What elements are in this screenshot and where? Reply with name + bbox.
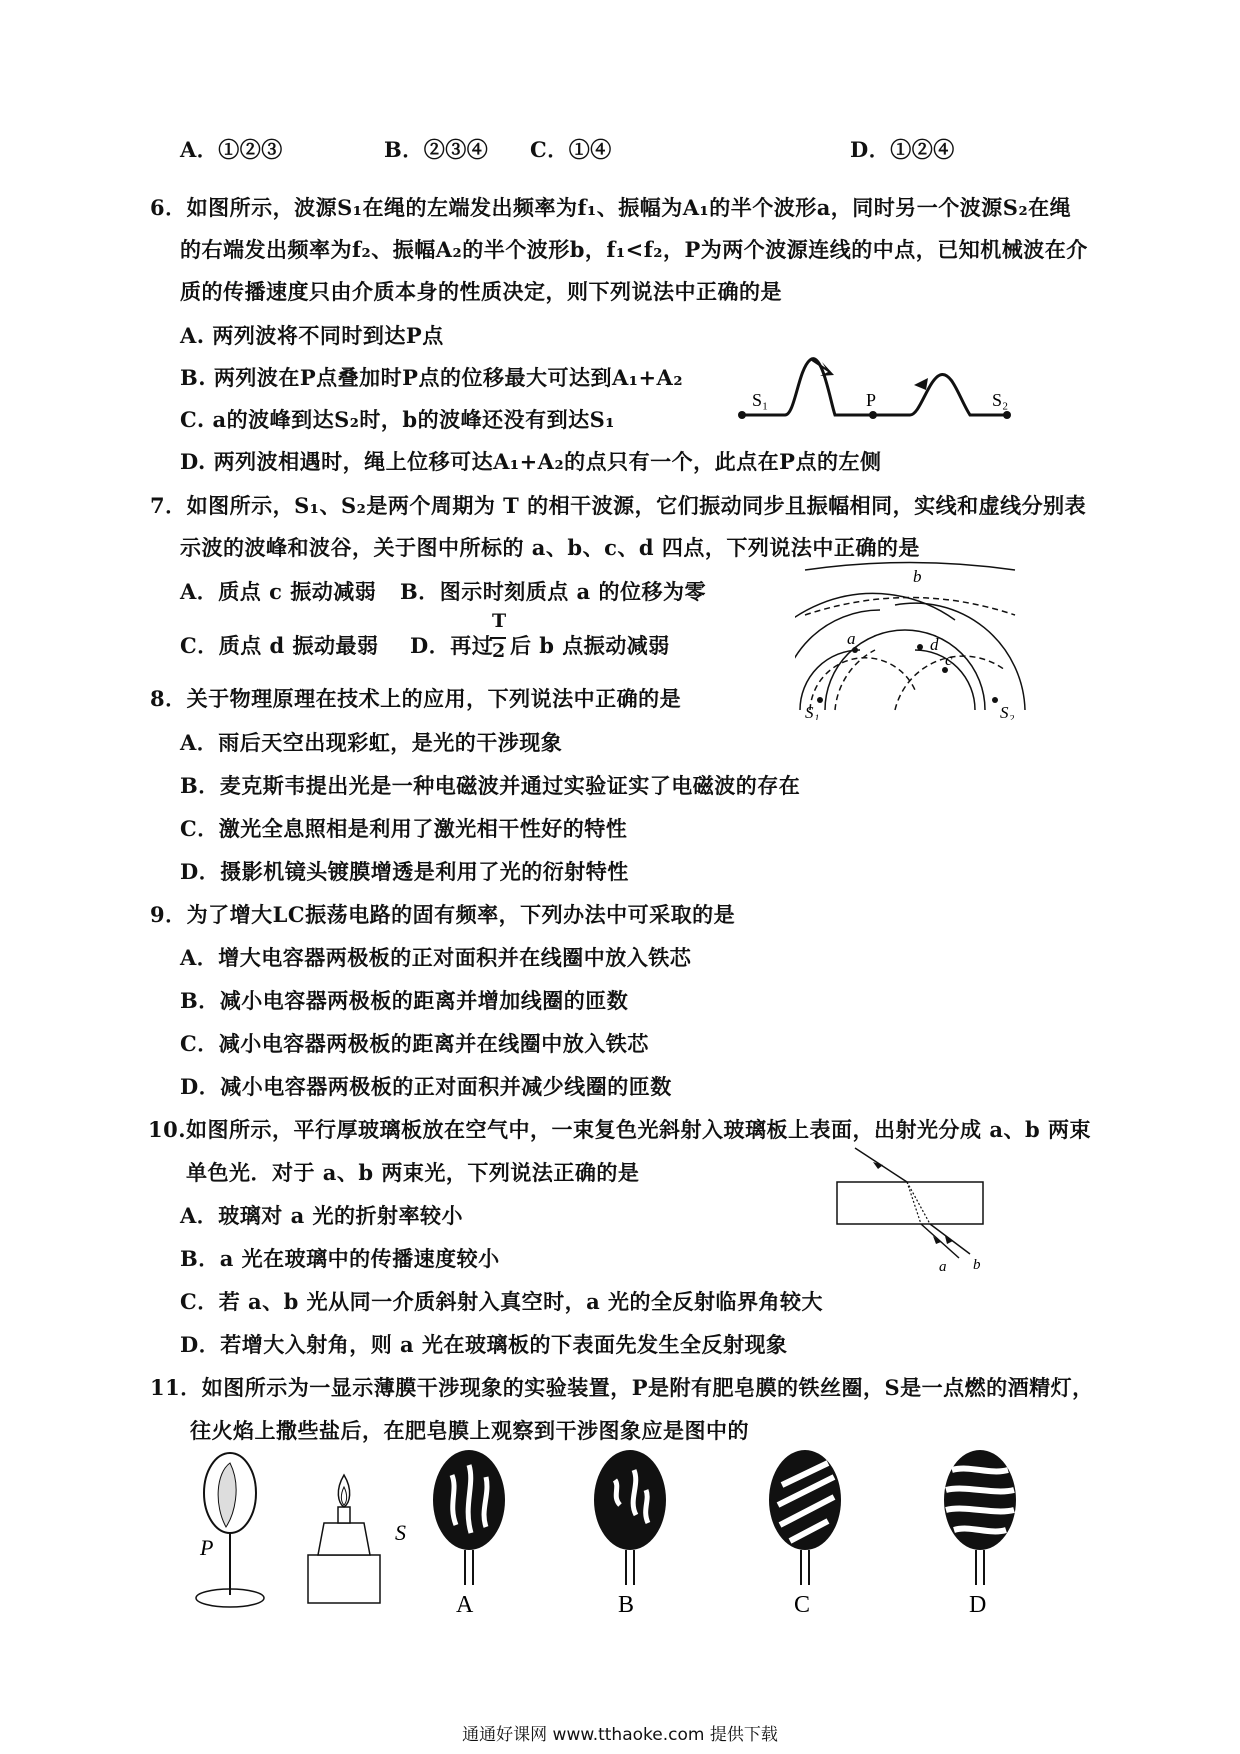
q6-stem-2: 的右端发出频率为f₂、振幅A₂的半个波形b，f₁<f₂，P为两个波源连线的中点，已知机械波在介 xyxy=(180,237,1088,262)
q11-label-b: B xyxy=(618,1592,635,1618)
q8-option-b: B．麦克斯韦提出光是一种电磁波并通过实验证实了电磁波的存在 xyxy=(180,773,801,798)
q10-label-b: b xyxy=(973,1257,981,1273)
q6-label-s1: S₁ xyxy=(752,390,769,410)
q7-label-a: a xyxy=(847,629,856,648)
q9-option-c: C．减小电容器两极板的距离并在线圈中放入铁芯 xyxy=(180,1031,649,1056)
q8-stem: 8．关于物理原理在技术上的应用，下列说法中正确的是 xyxy=(150,686,682,711)
q7-stem-2: 示波的波峰和波谷，关于图中所标的 a、b、c、d 四点，下列说法中正确的是 xyxy=(180,535,920,560)
q6-option-c: C. a的波峰到达S₂时，b的波峰还没有到达S₁ xyxy=(180,407,615,432)
q11-label-p: P xyxy=(200,1535,214,1560)
q6-option-b: B. 两列波在P点叠加时P点的位移最大可达到A₁+A₂ xyxy=(180,365,684,390)
q9-stem: 9．为了增大LC振荡电路的固有频率，下列办法中可采取的是 xyxy=(150,902,736,927)
q11-stem-1: 11．如图所示为一显示薄膜干涉现象的实验装置，P是附有肥皂膜的铁丝圈，S是一点燃的酒精灯， xyxy=(150,1375,1094,1400)
q11-label-s: S xyxy=(395,1520,406,1545)
q10-glass-slab-figure xyxy=(835,1140,995,1280)
q6-option-a: A. 两列波将不同时到达P点 xyxy=(180,323,444,348)
q11-label-a: A xyxy=(456,1592,474,1618)
q5-option-c: C．①④ xyxy=(530,137,612,162)
q6-stem-1: 6．如图所示，波源S₁在绳的左端发出频率为f₁、振幅为A₁的半个波形a，同时另一个波源S₂在绳 xyxy=(150,195,1072,220)
q11-interference-figure xyxy=(190,1445,1120,1620)
q10-option-b: B．a 光在玻璃中的传播速度较小 xyxy=(180,1246,500,1271)
footer-source: 通通好课网 www.tthaoke.com 提供下载 xyxy=(462,1725,778,1745)
q6-rope-wave-figure xyxy=(730,340,1020,440)
q11-label-d: D xyxy=(969,1592,987,1618)
q8-option-a: A．雨后天空出现彩虹，是光的干涉现象 xyxy=(180,730,563,755)
q10-option-c: C．若 a、b 光从同一介质斜射入真空时，a 光的全反射临界角较大 xyxy=(180,1289,824,1314)
q7-option-b: B．图示时刻质点 a 的位移为零 xyxy=(400,579,706,604)
q7-option-c: C．质点 d 振动最弱 xyxy=(180,633,379,658)
q5-option-b: B．②③④ xyxy=(384,137,489,162)
q7-label-b: b xyxy=(913,567,922,586)
q10-option-d: D．若增大入射角，则 a 光在玻璃板的下表面先发生全反射现象 xyxy=(180,1332,788,1357)
q7-label-d: d xyxy=(930,635,939,654)
alcohol-lamp-s xyxy=(308,1475,406,1603)
q7-fraction-num: T xyxy=(492,610,507,632)
q10-option-a: A．玻璃对 a 光的折射率较小 xyxy=(180,1203,464,1228)
q7-option-d-pre: D．再过 xyxy=(410,633,494,658)
q10-label-a: a xyxy=(939,1259,947,1275)
q7-stem-1: 7．如图所示，S₁、S₂是两个周期为 T 的相干波源，它们振动同步且振幅相同，实线和虚线分别表 xyxy=(150,493,1087,518)
q9-option-a: A．增大电容器两极板的正对面积并在线圈中放入铁芯 xyxy=(180,945,692,970)
q11-stem-2: 往火焰上撒些盐后，在肥皂膜上观察到干涉图象应是图中的 xyxy=(190,1418,749,1443)
q7-fraction-bar xyxy=(490,637,506,639)
q9-option-d: D．减小电容器两极板的正对面积并减少线圈的匝数 xyxy=(180,1074,672,1099)
fringe-pattern-b xyxy=(594,1450,666,1618)
q11-label-c: C xyxy=(794,1592,811,1618)
q10-stem-1: 10.如图所示，平行厚玻璃板放在空气中，一束复色光斜射入玻璃板上表面，出射光分成 a、b 两束 xyxy=(148,1117,1091,1142)
q7-label-s2: S₂ xyxy=(1000,703,1015,720)
q9-option-b: B．减小电容器两极板的距离并增加线圈的匝数 xyxy=(180,988,629,1013)
fringe-pattern-a xyxy=(433,1450,505,1618)
q7-fraction-den: 2 xyxy=(492,640,506,662)
q7-label-c: c xyxy=(945,650,953,669)
fringe-pattern-c xyxy=(769,1450,841,1618)
wire-ring-p xyxy=(196,1453,264,1607)
q8-option-c: C．激光全息照相是利用了激光相干性好的特性 xyxy=(180,816,628,841)
q8-option-d: D．摄影机镜头镀膜增透是利用了光的衍射特性 xyxy=(180,859,629,884)
q6-option-d: D. 两列波相遇时，绳上位移可达A₁+A₂的点只有一个，此点在P点的左侧 xyxy=(180,449,882,474)
q10-stem-2: 单色光．对于 a、b 两束光，下列说法正确的是 xyxy=(186,1160,640,1185)
q7-interference-figure xyxy=(795,560,1030,720)
q7-label-s1: S₁ xyxy=(805,703,820,720)
q7-option-d-post: 后 b 点振动减弱 xyxy=(510,633,670,658)
q6-stem-3: 质的传播速度只由介质本身的性质决定，则下列说法中正确的是 xyxy=(180,279,782,304)
q6-label-s2: S₂ xyxy=(992,390,1009,410)
q7-option-a: A．质点 c 振动减弱 xyxy=(180,579,377,604)
fringe-pattern-d xyxy=(944,1450,1016,1618)
q5-option-d: D．①②④ xyxy=(850,137,955,162)
q5-option-a: A．①②③ xyxy=(180,137,283,162)
q6-label-p: P xyxy=(866,390,877,410)
